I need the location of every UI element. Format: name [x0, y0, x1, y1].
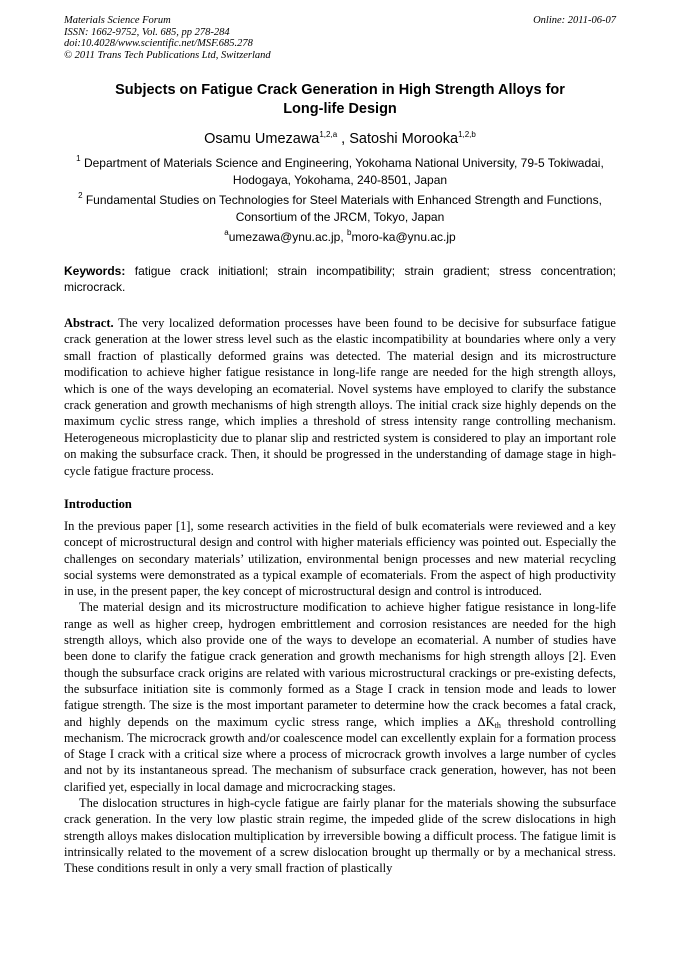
- affiliation-2: [64, 192, 616, 226]
- introduction-body: [64, 518, 616, 877]
- keywords-text: fatigue crack initiationl; strain incompatibility; strain gradient; stress concentration; microcrack.: [64, 264, 616, 294]
- email-separator: ,: [340, 230, 347, 244]
- title-line-1: Subjects on Fatigue Crack Generation in High Strength Alloys for: [115, 82, 565, 98]
- intro-paragraph-2: [64, 599, 616, 795]
- affiliation-2-line-1: Fundamental Studies on Technologies for Steel Materials with Enhanced Strength and Functions,: [82, 193, 602, 207]
- email-b-sup: b: [347, 228, 352, 237]
- paper-title: [64, 81, 616, 119]
- online-date: Online: 2011-06-07: [533, 15, 616, 26]
- introduction-heading: Introduction: [64, 497, 132, 511]
- email-b[interactable]: moro-ka@ynu.ac.jp: [351, 230, 456, 244]
- journal-name: Materials Science Forum: [64, 15, 171, 26]
- abstract-text: The very localized deformation processes have been found to be decisive for subsurface fatigue crack generation at the lower stress level such as the elastic incompatibility at boundaries where only a very small fraction of plastically deformed grains was detected. The material design and its microstructure modification to achieve higher fatigue resistance in long-life range are needed for the high strength alloys, which is one of the ways developing an ecomaterial. Novel systems have employed to clarify the substance crack generation and growth mechanisms of high strength alloys. The initial crack size highly depends on the maximum cyclic stress range, which implies a threshold of stress intensity range controlling mechanism. Heterogeneous microplasticity due to planar slip and restricted system is considered to play an important role on making the subsurface crack. Then, it should be progressed in the understanding of damage stage in high-cycle fatigue fracture process.: [64, 316, 616, 478]
- abstract-label: Abstract.: [64, 316, 114, 330]
- author-list: [64, 130, 616, 148]
- author-2-sup: 1,2,b: [458, 130, 476, 139]
- keywords-label: Keywords:: [64, 264, 126, 278]
- affiliation-1-line-2: Hodogaya, Yokohama, 240-8501, Japan: [232, 173, 448, 187]
- affiliation-2-line-2: Consortium of the JRCM, Tokyo, Japan: [235, 210, 445, 224]
- author-1: Osamu Umezawa: [204, 131, 320, 147]
- journal-copyright: © 2011 Trans Tech Publications Ltd, Switzerland: [64, 49, 271, 61]
- affiliation-2-sup: 2: [78, 191, 83, 200]
- delta-k-subscript: th: [494, 720, 501, 730]
- journal-doi: doi:10.4028/www.scientific.net/MSF.685.278: [64, 38, 253, 49]
- author-2: Satoshi Morooka: [349, 131, 459, 147]
- journal-header: [64, 15, 616, 61]
- intro-paragraph-2-part-a: The material design and its microstructure modification to achieve higher fatigue resistance in long-life range as well as higher creep, hydrogen embrittlement and corrosion resistances are needed for the high strength alloys, which also provide one of the ways to develope an ecomaterial. A number of studies have been done to clarify the fatigue crack generation and growth mechanisms for high strength alloys [2]. Even though the subsurface crack origins are related with various microstructural crackings or pre-existing defects, the subsurface initiation site is commonly formed as a Stage I crack in tension mode and leads to lower fatigue strength. The size is the most important parameter to determine how the crack becomes a fatal crack, and highly depends on the maximum cyclic stress range, which implies a ΔK: [64, 600, 616, 729]
- abstract: [64, 315, 616, 479]
- email-a[interactable]: umezawa@ynu.ac.jp: [228, 230, 341, 244]
- intro-paragraph-2-part-b: threshold controlling mechanism. The microcrack growth and/or coalescence model can excellently explain for a formation process of Stage I crack with a critical size where a process of microcrack growth involves a large number of cycles and not by its instantaneous spread. The mechanism of subsurface crack generation, however, has not been clarified yet, especially in local damage and microcracking stages.: [64, 714, 617, 794]
- affiliation-1-sup: 1: [76, 154, 81, 163]
- author-1-sup: 1,2,a: [319, 130, 338, 139]
- affiliation-1: [64, 155, 616, 189]
- intro-paragraph-3: The dislocation structures in high-cycle fatigue are fairly planar for the materials showing the subsurface crack generation. In the very low plastic strain regime, the impeded glide of the screw dislocations in high strength alloys makes dislocation multiplication by irreversible bowing a difficult process. The fatigue limit is intrinsically related to the movement of a screw dislocation brought up thermally or by a mechanical stress. These conditions result in only a very small fraction of plastically: [64, 796, 616, 876]
- intro-paragraph-1: In the previous paper [1], some research activities in the field of bulk ecomaterials were reviewed and a key concept of microstructural design and control with higher materials efficiency was pointed out. Especially the challenges on secondary materials’ utilization, environmental benign processes and new material recycling social systems were demonstrated as a typical example of ecomaterials. From the aspect of high productivity in use, in the present paper, the key concept of microstructural design and control is introduced.: [64, 519, 616, 599]
- affiliation-1-line-1: Department of Materials Science and Engineering, Yokohama National University, 79-5 Tokiwadai,: [80, 156, 604, 170]
- journal-issn: ISSN: 1662-9752, Vol. 685, pp 278-284: [64, 26, 230, 38]
- keywords: [64, 263, 616, 295]
- author-emails: [64, 230, 616, 245]
- author-separator: ,: [337, 131, 350, 147]
- title-line-2: Long-life Design: [283, 101, 397, 117]
- email-a-sup: a: [224, 228, 229, 237]
